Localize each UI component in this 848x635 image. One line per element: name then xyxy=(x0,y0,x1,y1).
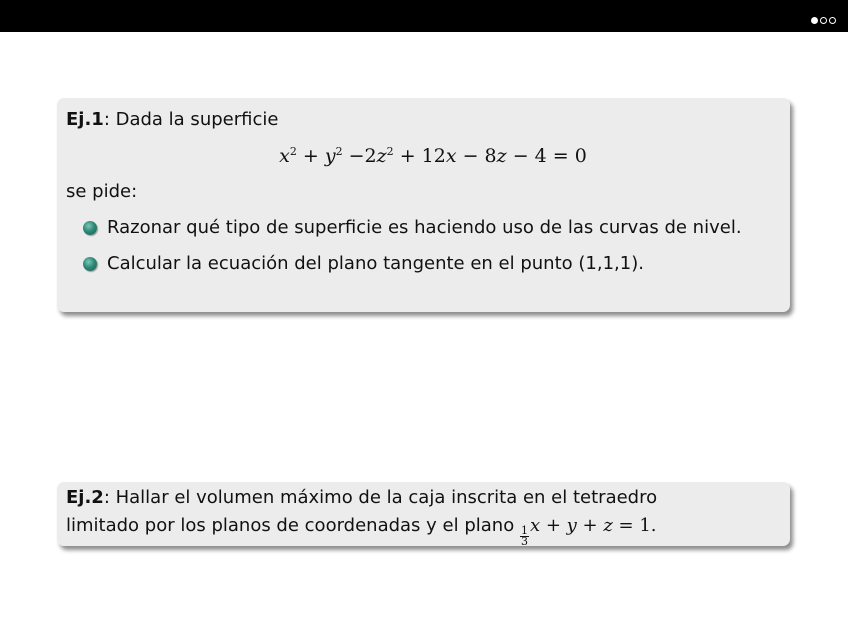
formula-operator: − 8 xyxy=(456,145,497,167)
fraction xyxy=(520,526,529,547)
formula-term: y xyxy=(324,145,336,167)
surface-equation xyxy=(66,142,780,170)
list-item-text: Razonar qué tipo de superficie es haciendo uso de las curvas de nivel. xyxy=(107,217,742,238)
formula-term: z xyxy=(496,145,507,167)
exercise-2-text-line1: : Hallar el volumen máximo de la caja inscrita en el tetraedro xyxy=(103,487,658,508)
fraction-denominator: 3 xyxy=(520,535,528,548)
top-bar xyxy=(0,0,848,32)
bullet-icon xyxy=(83,257,97,271)
nav-dot-icon[interactable] xyxy=(829,17,836,24)
list-item xyxy=(66,210,780,246)
formula-operator: + 12 xyxy=(393,145,446,167)
exercise-1-list xyxy=(66,210,780,282)
formula-term: x xyxy=(279,145,290,167)
fraction-numerator: 1 xyxy=(520,524,528,537)
equation-variable: x xyxy=(529,515,541,536)
formula-term: z xyxy=(376,145,387,167)
exercise-1-intro xyxy=(66,106,780,134)
exercise-1-block xyxy=(57,98,790,312)
exercise-2-text-line2: limitado por los planos de coordenadas y el plano xyxy=(66,515,520,536)
bullet-icon xyxy=(83,221,97,235)
formula-operator: − 4 = 0 xyxy=(506,145,587,167)
formula-exponent: 2 xyxy=(386,145,394,158)
exercise-1-intro-text: : Dada la superficie xyxy=(103,109,279,130)
formula-term: x xyxy=(445,145,457,167)
exercise-2-line1 xyxy=(66,484,780,512)
exercise-2-block xyxy=(57,482,790,546)
formula-operator: −2 xyxy=(342,145,377,167)
slide-navigation-dots[interactable] xyxy=(811,17,836,24)
equation-operator: + xyxy=(540,515,567,536)
nav-dot-icon[interactable] xyxy=(820,17,827,24)
formula-operator: + xyxy=(296,145,325,167)
nav-dot-icon[interactable] xyxy=(811,17,818,24)
se-pide-text: se pide: xyxy=(66,181,138,202)
exercise-2-label: Ej.2 xyxy=(66,487,104,508)
equation-variable: y xyxy=(566,515,577,536)
formula-exponent: 2 xyxy=(289,145,297,158)
exercise-1-label: Ej.1 xyxy=(66,109,104,130)
formula-exponent: 2 xyxy=(335,145,343,158)
equation-operator: + xyxy=(576,515,604,536)
exercise-2-line2 xyxy=(66,512,780,547)
equation-variable: z xyxy=(603,515,613,536)
equation-operator: = 1. xyxy=(612,515,657,536)
list-item xyxy=(66,246,780,282)
plane-equation xyxy=(520,515,657,548)
list-item-text: Calcular la ecuación del plano tangente en el punto (1,1,1). xyxy=(107,253,644,274)
